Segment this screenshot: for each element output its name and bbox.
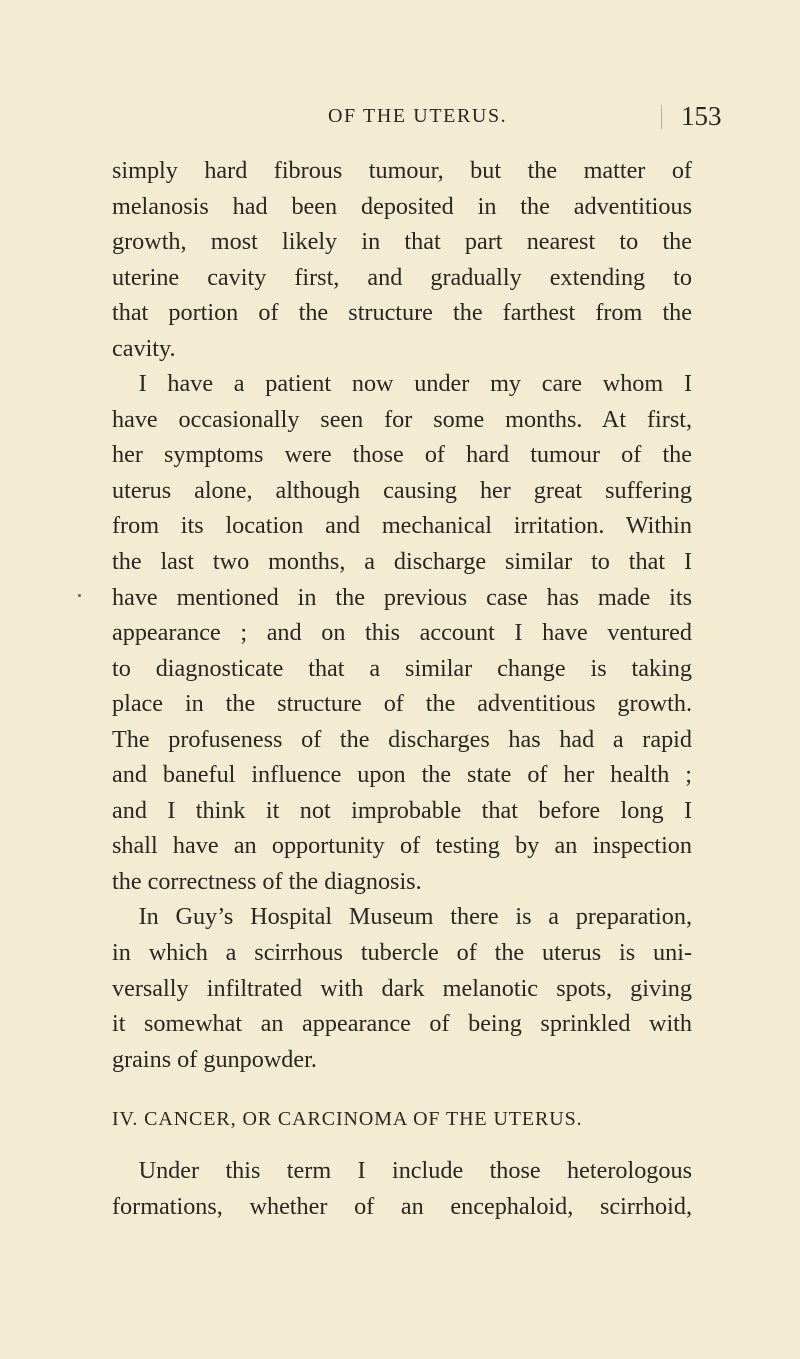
text-line: simply hard fibrous tumour, but the matter of	[112, 157, 692, 184]
text-line: the correctness of the diagnosis.	[112, 867, 422, 895]
text-line: shall have an opportunity of testing by an inspection	[112, 832, 692, 860]
text-line: Under this term I include those heterologous	[138, 1157, 692, 1185]
text-line: in which a scirrhous tubercle of the uterus is uni-	[112, 939, 692, 967]
margin-ink-mark	[78, 594, 81, 597]
text-line: and baneful influence upon the state of her health ;	[112, 761, 692, 789]
text-line: from its location and mechanical irritation. Within	[112, 512, 692, 540]
text-line: The profuseness of the discharges has had a rapid	[112, 725, 692, 753]
text-line: and I think it not improbable that before long I	[112, 796, 692, 824]
text-line: her symptoms were those of hard tumour of the	[112, 441, 692, 469]
text-line: it somewhat an appearance of being sprinkled with	[112, 1010, 692, 1038]
paragraph-museum-preparation	[112, 899, 692, 1077]
running-title: OF THE UTERUS.	[328, 105, 508, 127]
page-number: 153	[681, 101, 722, 131]
text-line: cavity.	[112, 334, 176, 362]
text-line: melanosis had been deposited in the adventitious	[112, 192, 692, 220]
text-line: uterine cavity first, and gradually extending to	[112, 263, 692, 291]
text-line: have mentioned in the previous case has made its	[112, 583, 692, 611]
body-text	[112, 153, 692, 1224]
paragraph-continuation	[112, 153, 692, 366]
text-line: place in the structure of the adventitious growth.	[112, 690, 692, 718]
text-line: versally infiltrated with dark melanotic spots, giving	[112, 974, 692, 1002]
text-line: have occasionally seen for some months. At first,	[112, 405, 692, 433]
text-line: growth, most likely in that part nearest to the	[112, 228, 692, 256]
running-header	[0, 101, 800, 135]
text-line: that portion of the structure the farthest from the	[112, 299, 692, 327]
text-line: to diagnosticate that a similar change is taking	[112, 654, 692, 682]
text-line: grains of gunpowder.	[112, 1045, 317, 1073]
text-line: appearance ; and on this account I have ventured	[112, 619, 692, 647]
text-line: I have a patient now under my care whom I	[138, 370, 692, 398]
header-divider	[661, 105, 662, 129]
text-line: formations, whether of an encephaloid, scirrhoid,	[112, 1192, 692, 1220]
paragraph-patient-case	[112, 366, 692, 899]
text-line: In Guy’s Hospital Museum there is a preparation,	[138, 903, 692, 931]
section-heading: IV. CANCER, OR CARCINOMA OF THE UTERUS.	[112, 1108, 583, 1131]
text-line: the last two months, a discharge similar to that I	[112, 548, 692, 576]
text-line: uterus alone, although causing her great suffering	[112, 476, 692, 504]
paragraph-cancer-definition	[112, 1153, 692, 1224]
